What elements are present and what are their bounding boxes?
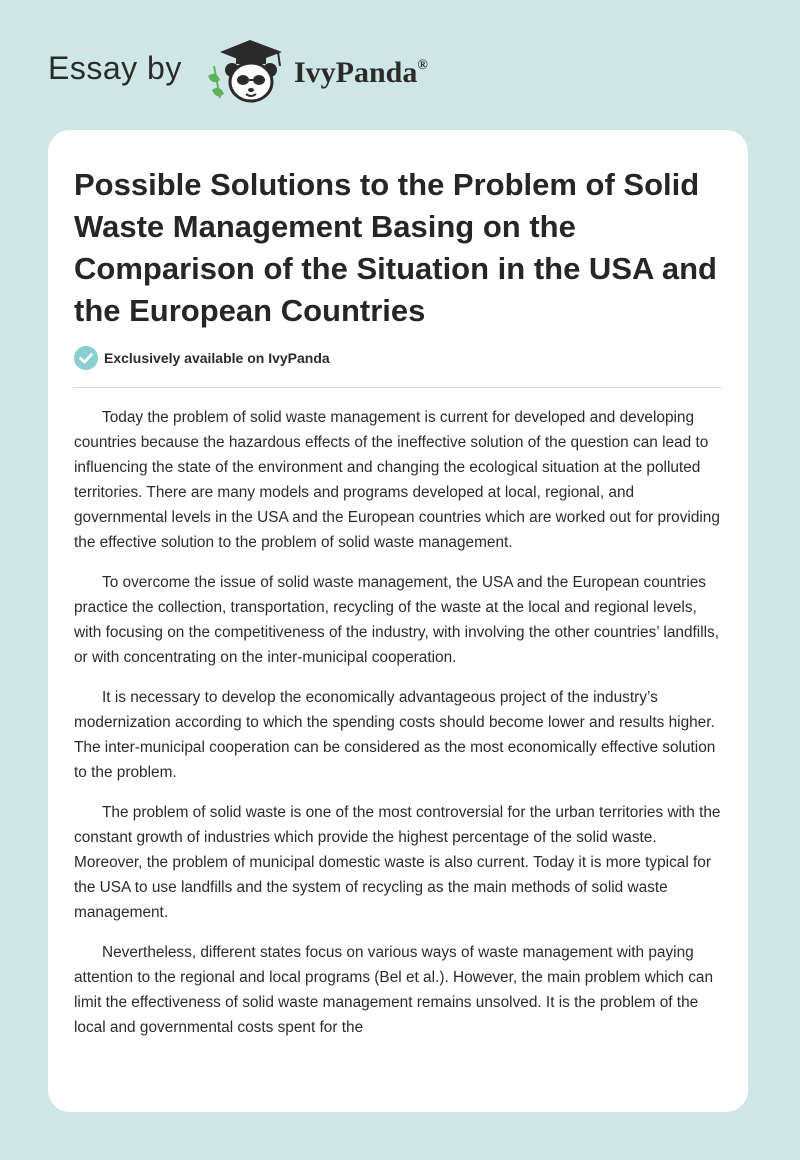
essay-body: [74, 405, 724, 1055]
panda-logo-icon[interactable]: [198, 36, 290, 108]
brand-name[interactable]: IvyPanda®: [294, 56, 428, 89]
essay-card: [48, 130, 748, 1112]
essay-by-label: Essay by: [48, 50, 182, 86]
check-circle-icon: [74, 346, 98, 370]
exclusive-badge-label: Exclusively available on IvyPanda: [104, 350, 330, 366]
paragraph: To overcome the issue of solid waste management, the USA and the European countries practice the collection, transportation, recycling of the waste at the local and regional levels, with focusing on the competitiveness of the industry, with involving the other countries’ landfills, or with concentrating on the inter-municipal cooperation.: [74, 574, 720, 666]
paragraph: It is necessary to develop the economically advantageous project of the industry’s modernization according to which the spending costs should become lower and results higher. The inter-municipal cooperation can be considered as the most economically effective solution to the problem.: [74, 689, 716, 781]
paragraph: Nevertheless, different states focus on various ways of waste management with paying attention to the regional and local programs (Bel et al.). However, the main problem which can limit the effectiveness of solid waste management remains unsolved. It is the problem of the local and governmental costs spent for the: [74, 944, 714, 1036]
divider: [74, 387, 722, 388]
exclusive-badge: [74, 346, 674, 372]
paragraph: Today the problem of solid waste management is current for developed and developing countries because the hazardous effects of the ineffective solution of the question can lead to influencing the state of the environment and changing the ecological situation at the polluted territories. There are many models and programs developed at local, regional, and governmental levels in the USA and the European countries which are worked out for providing the effective solution to the problem of solid waste management.: [74, 409, 720, 551]
site-header: [48, 36, 548, 108]
page-title: Possible Solutions to the Problem of Solid Waste Management Basing on the Comparison of the Situation in the USA and the European Countries: [74, 167, 717, 328]
paragraph: The problem of solid waste is one of the most controversial for the urban territories with the constant growth of industries which provide the highest percentage of the solid waste. Moreover, the problem of municipal domestic waste is also current. Today it is more typical for the USA to use landfills and the system of recycling as the main methods of solid waste management.: [74, 804, 721, 921]
